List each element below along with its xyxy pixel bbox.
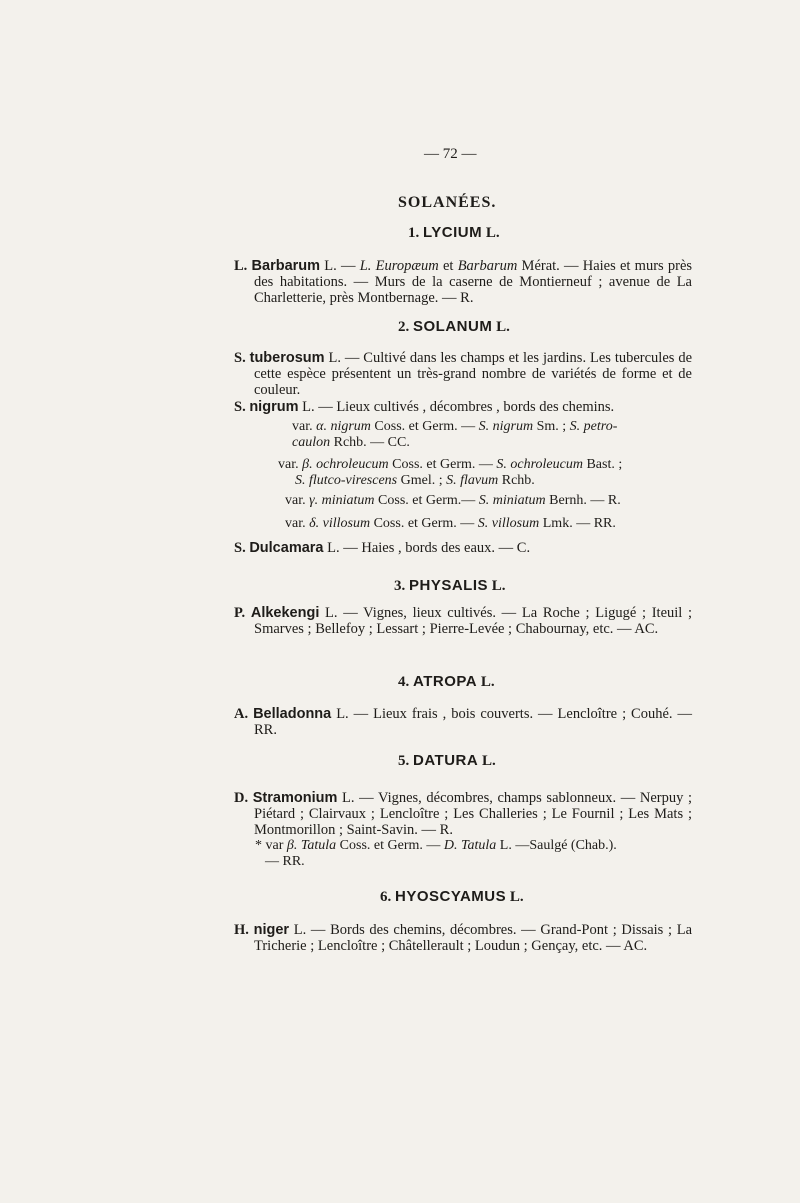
genus-heading-lycium: 1. LYCIUM L. xyxy=(408,224,500,241)
page-number: — 72 — xyxy=(424,146,477,162)
entry-physalis-alkekengi: P. Alkekengi L. — Vignes, lieux cultivés. — La Roche ; Ligugé ; Iteuil ; Smarves ; Bellefoy ; Lessart ; Pierre-Levée ; Chabournay, etc. — AC. xyxy=(234,605,693,637)
genus-heading-solanum: 2. SOLANUM L. xyxy=(398,318,510,335)
entry-hyoscyamus-niger: H. niger L. — Bords des chemins, décombres. — Grand-Pont ; Dissais ; La Tricherie ; Lencloître ; Châtellerault ; Loudun ; Gençay, etc. — AC. xyxy=(234,922,693,954)
variety-gamma: var. γ. miniatum Coss. et Germ.— S. miniatum Bernh. — R. xyxy=(285,493,621,508)
entry-solanum-nigrum: S. nigrum L. — Lieux cultivés , décombres , bords des chemins. xyxy=(234,399,615,415)
genus-heading-atropa: 4. ATROPA L. xyxy=(398,673,495,690)
entry-atropa-belladonna: A. Belladonna L. — Lieux frais , bois couverts. — Lencloître ; Couhé. — RR. xyxy=(234,706,693,738)
genus-heading-hyoscyamus: 6. HYOSCYAMUS L. xyxy=(380,888,524,905)
entry-lycium-barbarum: L. Barbarum L. — L. Europæum et Barbarum Mérat. — Haies et murs près des habitations. — Murs de la caserne de Montierneuf ; avenue de La Charletterie, près Montbernage. — R. xyxy=(234,258,693,306)
family-heading: SOLANÉES. xyxy=(398,194,497,211)
entry-solanum-dulcamara: S. Dulcamara L. — Haies , bords des eaux. — C. xyxy=(234,540,531,556)
variety-beta: var. β. ochroleucum Coss. et Germ. — S. ochroleucum Bast. ; S. flutco-virescens Gmel. ; S. flavum Rchb. xyxy=(278,457,623,488)
entry-datura-stramonium: D. Stramonium L. — Vignes, décombres, champs sablonneux. — Nerpuy ; Piétard ; Clairvaux ; Lencloître ; Les Challeries ; Le Fournil ; Les Mats ; Montmorillon ; Saint-Savin. — R. xyxy=(234,790,693,838)
genus-heading-physalis: 3. PHYSALIS L. xyxy=(394,577,506,594)
genus-heading-datura: 5. DATURA L. xyxy=(398,752,496,769)
variety-alpha: var. α. nigrum Coss. et Germ. — S. nigrum Sm. ; S. petro- caulon Rchb. — CC. xyxy=(292,419,618,450)
variety-tatula: * var β. Tatula Coss. et Germ. — D. Tatula L. —Saulgé (Chab.). — RR. xyxy=(255,838,617,869)
entry-solanum-tuberosum: S. tuberosum L. — Cultivé dans les champs et les jardins. Les tubercules de cette espèce présentent un très-grand nombre de variétés de forme et de couleur. xyxy=(234,350,693,398)
variety-delta: var. δ. villosum Coss. et Germ. — S. villosum Lmk. — RR. xyxy=(285,516,616,531)
